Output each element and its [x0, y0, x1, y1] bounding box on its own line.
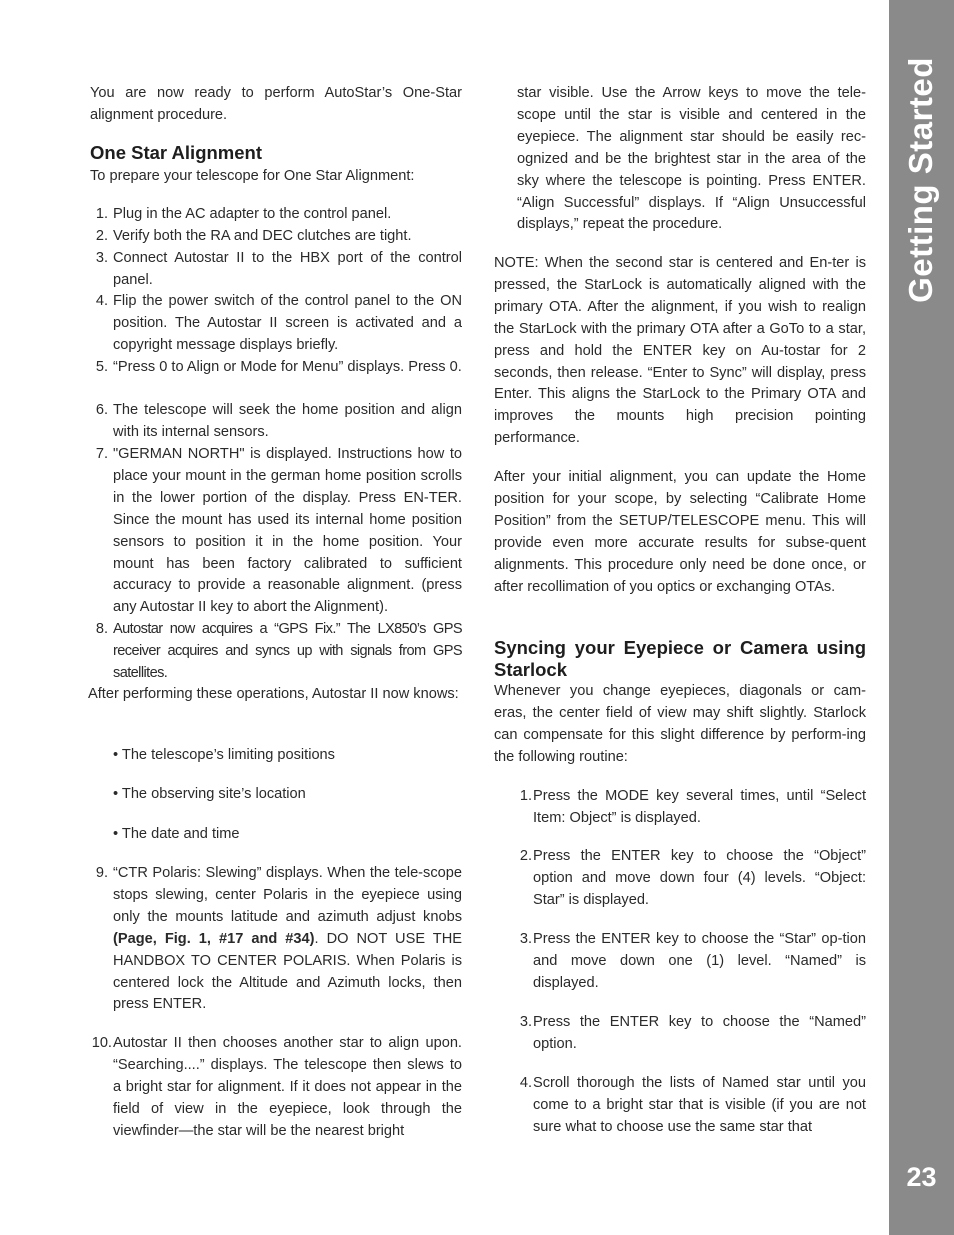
step9-text-pre: “CTR Polaris: Slewing” displays. When the tele-scope stops slewing, center Polaris in the eyepiece using only the mounts latitude and azimuth adjust knobs — [113, 865, 462, 925]
step-text — [113, 863, 462, 1016]
list-item — [514, 1073, 866, 1139]
after-alignment-paragraph: After your initial alignment, you can update the Home position for your scope, by selecting “Calibrate Home Position” from the SETUP/TELESCOPE menu. This will provide even more accurate results for subse-quent alignments. This procedure only need be done once, or after recollimation of you optics or exchanging OTAs. — [494, 469, 866, 595]
step-number: 3. — [519, 1014, 532, 1030]
step-text: Plug in the AC adapter to the control panel. — [113, 206, 392, 222]
list-item — [90, 400, 462, 444]
step-number: 1. — [519, 788, 532, 804]
list-item — [90, 619, 462, 685]
list-item — [514, 786, 866, 830]
step-number: 4. — [95, 293, 108, 309]
prep-paragraph: To prepare your telescope for One Star Alignment: — [90, 168, 415, 184]
syncing-heading: Syncing your Eyepiece or Camera using Starlock — [494, 637, 866, 680]
note-paragraph: NOTE: When the second star is centered and En-ter is pressed, the StarLock is automatically aligned with the primary OTA. After the alignment, if you wish to realign the StarLock with the primary OTA after a GoTo to a star, press and hold the ENTER key on Au-tostar for 2 seconds, then release. “Enter to Sync” will display, press Enter. This aligns the StarLock to the Primary OTA and improves the mounts high precision pointing performance. — [494, 255, 866, 447]
list-item — [90, 226, 462, 248]
after-paragraph: After performing these operations, Autostar II now knows: — [88, 686, 459, 702]
step-text: The telescope will seek the home position and align with its internal sensors. — [113, 402, 462, 440]
one-star-alignment-heading: One Star Alignment — [90, 142, 263, 163]
list-item — [90, 444, 462, 619]
step-number: 5. — [95, 359, 108, 375]
step-text: Press the ENTER key to choose the “Object” option and move down four (4) levels. “Object: Star” is displayed. — [533, 848, 866, 908]
list-item — [514, 929, 866, 995]
list-item — [514, 1012, 866, 1056]
step-number: 1. — [95, 206, 108, 222]
step-text: Autostar II then chooses another star to align upon. “Searching....” displays. The telescope then slews to a bright star for alignment. If it does not appear in the field of view in the eyepiece, look through the viewfinder—the star will be the nearest bright — [113, 1035, 462, 1139]
list-item — [90, 291, 462, 357]
step-number: 6. — [95, 402, 108, 418]
step-number: 8. — [95, 621, 108, 637]
chapter-sidebar — [889, 0, 954, 1235]
step9-text-post: . DO NOT USE THE HANDBOX TO CENTER POLARIS. When Polaris is centered lock the Altitude and Azimuth locks, then press ENTER. — [113, 930, 462, 1013]
step-text: Connect Autostar II to the HBX port of the control panel. — [113, 250, 462, 288]
step-number: 9. — [95, 865, 108, 881]
step-number: 10. — [91, 1035, 112, 1051]
list-item — [90, 248, 462, 292]
list-item — [90, 357, 462, 379]
step-text: Autostar now acquires a “GPS Fix.” The LX850’s GPS receiver acquires and syncs up with signals from GPS satellites. — [113, 621, 462, 681]
step-text: Verify both the RA and DEC clutches are tight. — [113, 228, 412, 244]
step-number: 7. — [95, 446, 108, 462]
step-text: Press the ENTER key to choose the “Named” option. — [533, 1014, 866, 1052]
bullet-item: • The observing site’s location — [113, 786, 306, 802]
step-number: 2. — [95, 228, 108, 244]
step-text: "GERMAN NORTH" is displayed. Instructions how to place your mount in the german home position scrolls in the lower portion of the display. Press EN-TER. Since the mount has used its internal home position sensors to position it in the home position. Your mount has been factory calibrated to sufficient accuracy to provide a reasonable alignment. (press any Autostar II key to abort the Alignment). — [113, 446, 462, 616]
bullet-item: • The telescope’s limiting positions — [113, 747, 335, 763]
step-text: Press the MODE key several times, until “Select Item: Object” is displayed. — [533, 788, 866, 826]
figure-reference: (Page, Fig. 1, #17 and #34) — [113, 930, 315, 947]
list-item — [514, 846, 866, 912]
list-item — [90, 863, 462, 1016]
step-number: 4. — [519, 1075, 532, 1091]
intro-paragraph: You are now ready to perform AutoStar’s One-Star alignment procedure. — [90, 85, 462, 123]
step-number: 2. — [519, 848, 532, 864]
chapter-title: Getting Started — [902, 57, 939, 303]
step10-continued: star visible. Use the Arrow keys to move the tele-scope until the star is visible and centered in the eyepiece. The alignment star should be easily rec-ognized and be the brightest star in the area of the sky where the telescope is pointing. Press ENTER. “Align Successful” displays. If “Align Unsuccessful displays,” repeat the procedure. — [517, 85, 866, 233]
sync-intro-paragraph: Whenever you change eyepieces, diagonals or cam-eras, the center field of view may shift slightly. Starlock can compensate for this slight difference by perform-ing the following routine: — [494, 683, 866, 765]
step-number: 3. — [95, 250, 108, 266]
step-text: Flip the power switch of the control panel to the ON position. The Autostar II screen is activated and a copyright message displays briefly. — [113, 293, 462, 353]
step-text: “Press 0 to Align or Mode for Menu” displays. Press 0. — [113, 359, 462, 375]
list-item — [90, 204, 462, 226]
step-number: 3. — [519, 931, 532, 947]
list-item — [90, 1033, 462, 1143]
step-text: Scroll thorough the lists of Named star until you come to a bright star that is visible (if you are not sure what to choose use the same star that — [533, 1075, 866, 1135]
step-text: Press the ENTER key to choose the “Star” op-tion and move down one (1) level. “Named” is displayed. — [533, 931, 866, 991]
bullet-item: • The date and time — [113, 826, 240, 842]
page-number: 23 — [906, 1162, 937, 1192]
